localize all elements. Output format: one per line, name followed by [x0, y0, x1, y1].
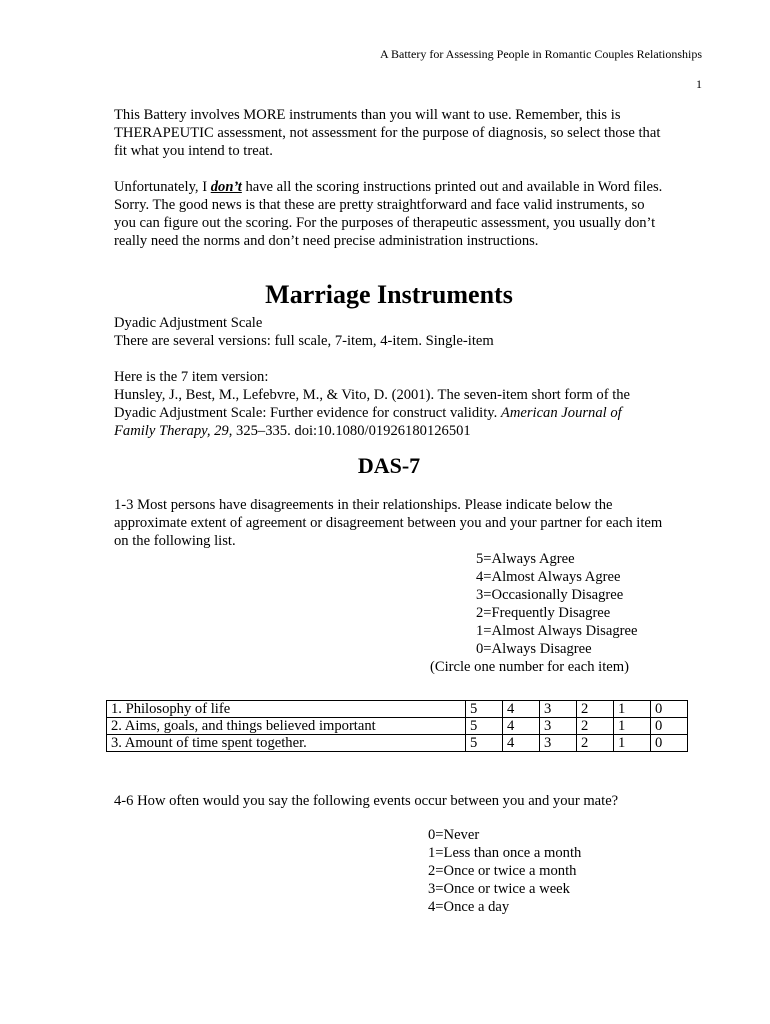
frequency-question: 4-6 How often would you say the following events occur between you and your mate? — [114, 793, 619, 809]
rating-option[interactable]: 2 — [577, 701, 614, 718]
page-number: 1 — [696, 77, 702, 91]
seven-item-intro: Here is the 7 item version: — [114, 369, 269, 385]
intro-paragraph-2-start: Unfortunately, I — [114, 179, 211, 195]
das-name: Dyadic Adjustment Scale — [114, 315, 263, 331]
scale-option: 2=Frequently Disagree — [476, 605, 611, 621]
rating-option[interactable]: 1 — [614, 735, 651, 752]
rating-option[interactable]: 0 — [651, 735, 688, 752]
das7-heading: DAS-7 — [357, 453, 421, 478]
intro-paragraph-2 — [114, 178, 664, 250]
circle-instruction: (Circle one number for each item) — [430, 659, 629, 675]
frequency-option: 4=Once a day — [428, 899, 510, 915]
rating-option[interactable]: 2 — [577, 735, 614, 752]
rating-option[interactable]: 4 — [503, 718, 540, 735]
rating-option[interactable]: 4 — [503, 701, 540, 718]
rating-option[interactable]: 5 — [466, 701, 503, 718]
marriage-instruments-heading: Marriage Instruments — [265, 280, 513, 309]
table-row — [107, 701, 688, 718]
citation — [114, 386, 664, 440]
rating-option[interactable]: 4 — [503, 735, 540, 752]
das7-items-table — [106, 700, 688, 752]
frequency-option: 3=Once or twice a week — [428, 881, 570, 897]
citation-authors: Hunsley, J., Best, M., Lefebvre, M., & Vito, D. (2001). The seven-item short form of the Dyadic Adjustment Scale: Further evidence for construct validity. — [114, 387, 631, 421]
rating-option[interactable]: 0 — [651, 718, 688, 735]
scale-option: 0=Always Disagree — [476, 641, 592, 657]
citation-pages: , 325–335. doi:10.1080/01926180126501 — [228, 423, 471, 439]
das-versions: There are several versions: full scale, 7-item, 4-item. Single-item — [114, 333, 494, 349]
rating-option[interactable]: 2 — [577, 718, 614, 735]
scale-option: 1=Almost Always Disagree — [476, 623, 638, 639]
document-body — [114, 106, 664, 676]
running-header: A Battery for Assessing People in Romantic Couples Relationships — [380, 47, 702, 61]
frequency-option: 1=Less than once a month — [428, 845, 582, 861]
scale-option: 5=Always Agree — [476, 551, 575, 567]
rating-option[interactable]: 5 — [466, 735, 503, 752]
rating-option[interactable]: 3 — [540, 718, 577, 735]
frequency-option: 2=Once or twice a month — [428, 863, 577, 879]
das7-instructions: 1-3 Most persons have disagreements in their relationships. Please indicate below the approximate extent of agreement or disagreement between you and your partner for each item on the following list. — [114, 497, 663, 549]
intro-paragraph-1: This Battery involves MORE instruments than you will want to use. Remember, this is THERAPEUTIC assessment, not assessment for the purpose of diagnosis, so select those that fit what you intend to treat. — [114, 107, 661, 159]
item-label: 3. Amount of time spent together. — [107, 735, 466, 752]
emphasis-dont: don’t — [210, 179, 242, 195]
frequency-scale — [428, 826, 581, 916]
agreement-scale — [476, 550, 664, 658]
scale-option: 3=Occasionally Disagree — [476, 587, 624, 603]
rating-option[interactable]: 0 — [651, 701, 688, 718]
frequency-option: 0=Never — [428, 827, 480, 843]
table-row — [107, 735, 688, 752]
item-label: 1. Philosophy of life — [107, 701, 466, 718]
scale-option: 4=Almost Always Agree — [476, 569, 621, 585]
citation-journal: American Journal of Family Therapy, 29 — [114, 405, 622, 439]
item-label: 2. Aims, goals, and things believed important — [107, 718, 466, 735]
rating-option[interactable]: 5 — [466, 718, 503, 735]
intro-paragraph-2-rest: have all the scoring instructions printed out and available in Word files. Sorry. The good news is that these are pretty straightforward and face valid instruments, so you can figure out the scoring. For the purposes of therapeutic assessment, you usually don’t really need the norms and don’t need precise administration instructions. — [114, 179, 663, 249]
rating-option[interactable]: 3 — [540, 735, 577, 752]
rating-option[interactable]: 1 — [614, 718, 651, 735]
rating-option[interactable]: 1 — [614, 701, 651, 718]
rating-option[interactable]: 3 — [540, 701, 577, 718]
table-row — [107, 718, 688, 735]
